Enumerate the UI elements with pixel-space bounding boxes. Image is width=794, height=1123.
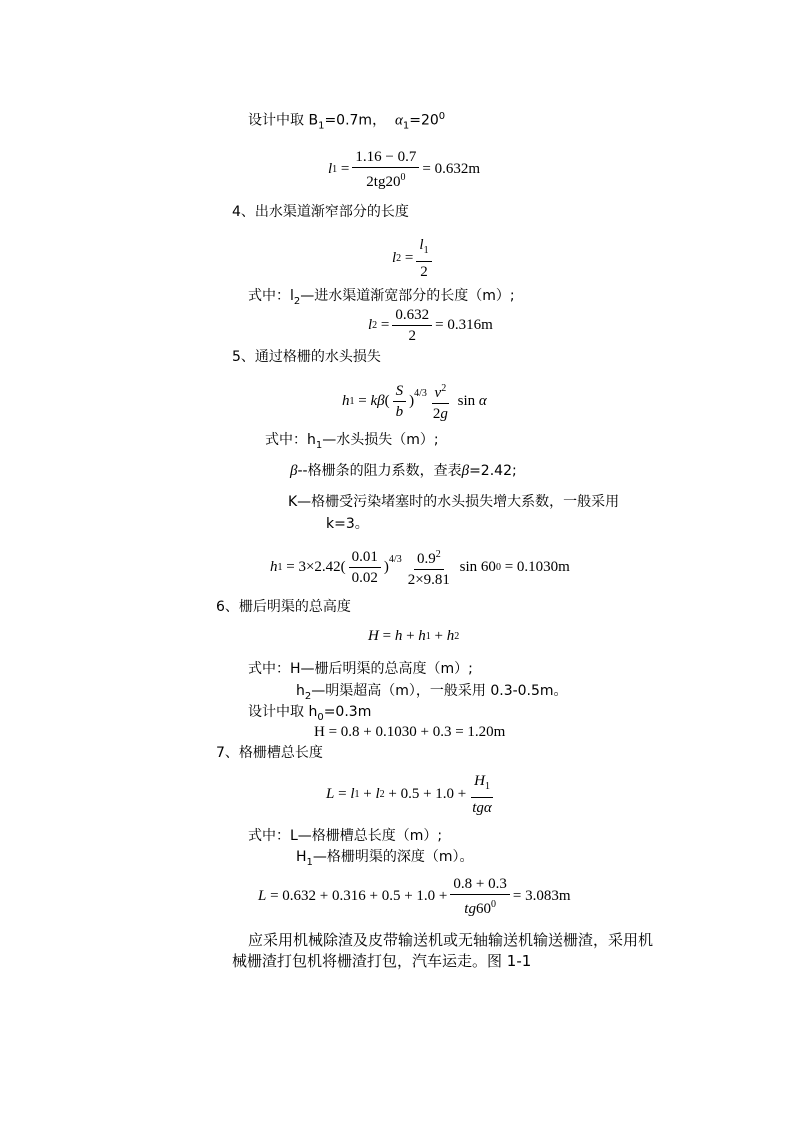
result: = 0.1030m — [504, 559, 570, 575]
k-line: K—格栅受污染堵塞时的水头损失增大系数，一般采用 — [288, 494, 620, 510]
text: —进水渠道渐宽部分的长度（m）; — [300, 288, 515, 304]
section-4-heading: 4、出水渠道渐窄部分的长度 — [232, 204, 409, 220]
equation-H: H = h + h 1 + h 2 — [368, 628, 460, 644]
text: —明渠超高（m），一般采用 0.3-0.5m。 — [311, 683, 568, 699]
where-l2-line: 式中：$l_2—$进水渠道渐宽部分的长度（m）; — [248, 288, 515, 307]
text: =2.42; — [469, 463, 517, 479]
result: = 0.316m — [435, 317, 493, 333]
text: 式中：l — [248, 288, 294, 304]
section-7-heading: 7、格栅槽总长度 — [216, 745, 323, 761]
where-h1-line: 式中：$h_1—$水头损失（m）; — [265, 432, 439, 451]
fraction — [352, 148, 419, 191]
denominator: 2 — [408, 328, 417, 344]
design-b1-line: 设计中取 $B_1=0.7m$， $\alpha_1=20^0$ — [248, 111, 446, 132]
equation-l2: l 2 = $\frac{l_1}{2}$ — [392, 236, 435, 281]
fraction — [392, 306, 432, 345]
equation-h1: h 1 = kβ ( $\frac{S}{b}$ ) 4/3 $\frac{v^2}{2g}$ sin α — [342, 380, 487, 423]
text: --格栅条的阻力系数，查表 — [297, 463, 462, 479]
design-h0-line: 设计中取 $h_0=0.3m$ — [248, 704, 372, 723]
numerator: 1.16 − 0.7 — [352, 148, 419, 168]
beta-line: β--格栅条的阻力系数，查表β=2.42; — [290, 463, 517, 479]
section-5-heading: 5、通过格栅的水头损失 — [232, 349, 381, 365]
result: = 3.083m — [512, 888, 571, 904]
text: 设计中取 B — [248, 112, 319, 129]
numerator: 0.632 — [392, 306, 432, 326]
equation-l2-value: l 2 = $\frac{0.632}{2}$ = 0.316m — [368, 307, 493, 344]
text: 式中：h — [265, 432, 316, 448]
equation-l1: l 1 = $\frac{1.16 - 0.7}{2tg20^0}$ = 0.632m — [328, 149, 480, 190]
paragraph-line-2: 械栅渣打包机将栅渣打包，汽车运走。图 1-1 — [232, 952, 532, 970]
text: =20 — [409, 112, 439, 129]
result: = 0.632m — [422, 161, 480, 177]
equation-H-value: H = 0.8 + 0.1030 + 0.3 = 1.20m — [314, 724, 506, 740]
paragraph-line-1: 应采用机械除渣及皮带输送机或无轴输送机输送栅渣，采用机 — [248, 931, 654, 949]
where-H-line: 式中：H—栅后明渠的总高度（m）; — [248, 661, 473, 677]
equation-L: L = l 1 + l 2 + 0.5 + 1.0 + $\frac{H_1}{\text{tgα}}$ — [326, 773, 492, 816]
denominator: $2tg20^0$ — [366, 172, 406, 190]
section-6-heading: 6、栅后明渠的总高度 — [216, 599, 351, 615]
text: 2tg20 — [366, 174, 401, 190]
text: —水头损失（m）; — [322, 432, 439, 448]
alpha-symbol: α — [394, 112, 403, 129]
where-h2-line: $h_2—$明渠超高（m），一般采用 0.3-0.5m。 — [296, 683, 568, 702]
fraction: $\frac{l_1}{2}$ — [416, 236, 431, 281]
text: —格栅明渠的深度（m）。 — [312, 849, 474, 865]
text: =0.7m， — [324, 112, 387, 129]
where-H1-line: $H_1—$格栅明渠的深度（m）。 — [296, 849, 474, 868]
equation-h1-value: h 1 = 3×2.42( $\frac{0.01}{0.02}$ ) 4/3 $\frac{0.9^2}{2\times 9.81}$ sin 60 0 = 0.1030m — [270, 546, 570, 589]
text: 设计中取 h — [248, 704, 318, 720]
k-value-line: k=3。 — [326, 516, 369, 532]
equation-L-value: L = 0.632 + 0.316 + 0.5 + 1.0 + $\frac{0.8 + 0.3}{tg60^0}$ = 3.083m — [258, 876, 571, 917]
where-L-line: 式中：L—格栅槽总长度（m）; — [248, 828, 443, 844]
text: =0.3m — [323, 704, 372, 720]
